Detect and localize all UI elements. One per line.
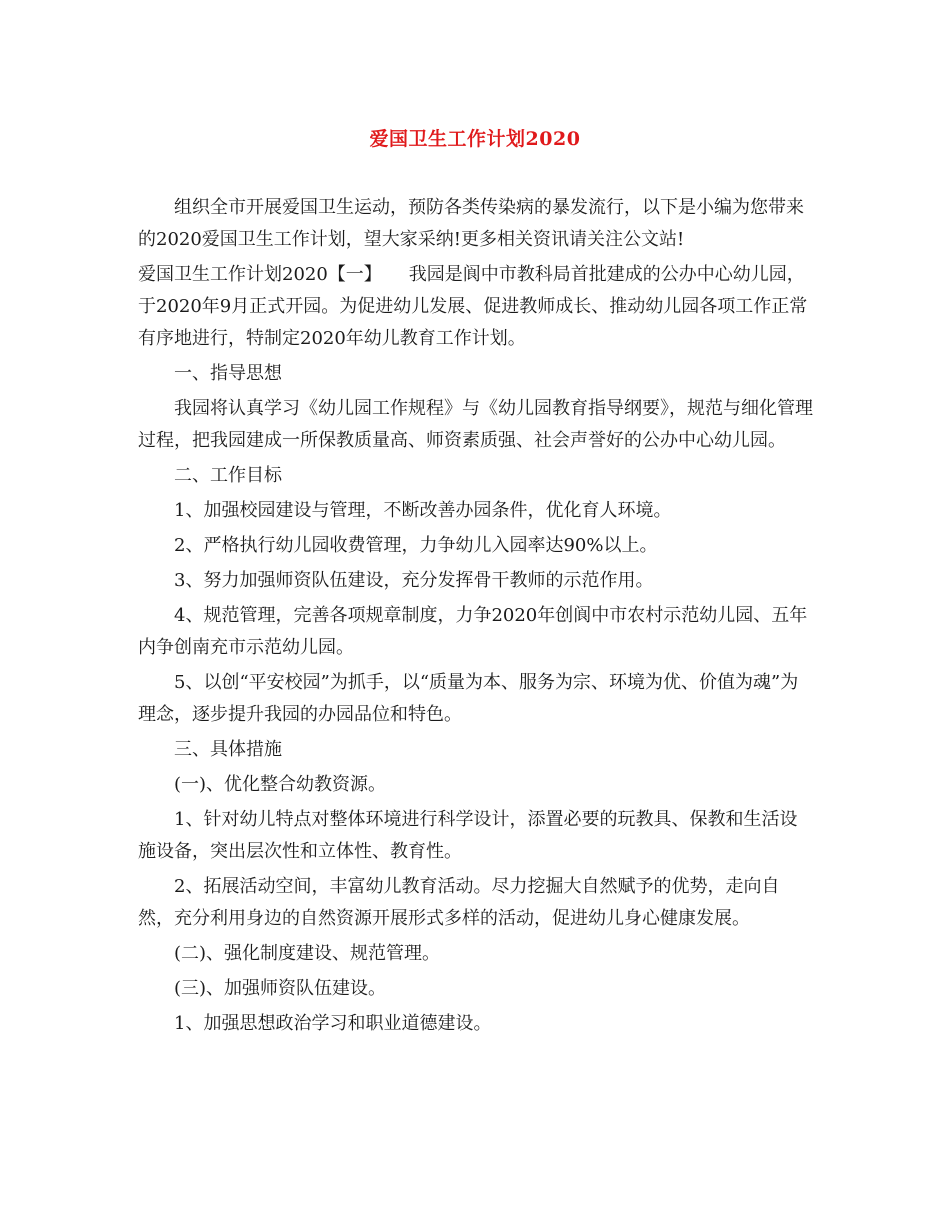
measure-item-3-1: 1、加强思想政治学习和职业道德建设。 bbox=[174, 1013, 492, 1034]
document-title: 爱国卫生工作计划2020 bbox=[369, 128, 581, 150]
measure-item-1: 1、针对幼儿特点对整体环境进行科学设计，添置必要的玩教具、保教和生活设施设备，突出层次性和立体性、教育性。 bbox=[138, 809, 798, 862]
section-heading-goals: 二、工作目标 bbox=[174, 465, 282, 486]
goal-item-5: 5、以创“平安校园”为抓手，以“质量为本、服务为宗、环境为优、价值为魂”为理念，逐步提升我园的办园品位和特色。 bbox=[138, 672, 799, 725]
plan-one-paragraph: 爱国卫生工作计划2020【一】 我园是阆中市教科局首批建成的公办中心幼儿园，于2020年9月正式开园。为促进幼儿发展、促进教师成长、推动幼儿园各项工作正常有序地进行，特制定2020年幼儿教育工作计划。 bbox=[138, 264, 808, 349]
section-heading-measures: 三、具体措施 bbox=[174, 739, 282, 760]
goal-item-4: 4、规范管理，完善各项规章制度，力争2020年创阆中市农村示范幼儿园、五年内争创南充市示范幼儿园。 bbox=[138, 605, 808, 658]
goal-item-3: 3、努力加强师资队伍建设，充分发挥骨干教师的示范作用。 bbox=[174, 570, 654, 591]
measure-subheading-3: (三)、加强师资队伍建设。 bbox=[174, 978, 387, 999]
measure-item-2: 2、拓展活动空间，丰富幼儿教育活动。尽力挖掘大自然赋予的优势，走向自然，充分利用身边的自然资源开展形式多样的活动，促进幼儿身心健康发展。 bbox=[138, 876, 780, 929]
section-heading-guiding-thought: 一、指导思想 bbox=[174, 363, 282, 384]
intro-paragraph: 组织全市开展爱国卫生运动，预防各类传染病的暴发流行，以下是小编为您带来的2020爱国卫生工作计划，望大家采纳!更多相关资讯请关注公文站! bbox=[138, 197, 804, 250]
measure-subheading-1: (一)、优化整合幼教资源。 bbox=[174, 774, 387, 795]
goal-item-1: 1、加强校园建设与管理，不断改善办园条件，优化育人环境。 bbox=[174, 500, 672, 521]
document-body bbox=[138, 192, 814, 1043]
goal-item-2: 2、严格执行幼儿园收费管理，力争幼儿入园率达90%以上。 bbox=[174, 535, 658, 556]
measure-subheading-2: (二)、强化制度建设、规范管理。 bbox=[174, 943, 441, 964]
guiding-thought-paragraph: 我园将认真学习《幼儿园工作规程》与《幼儿园教育指导纲要》，规范与细化管理过程，把我园建成一所保教质量高、师资素质强、社会声誉好的公办中心幼儿园。 bbox=[138, 398, 813, 451]
